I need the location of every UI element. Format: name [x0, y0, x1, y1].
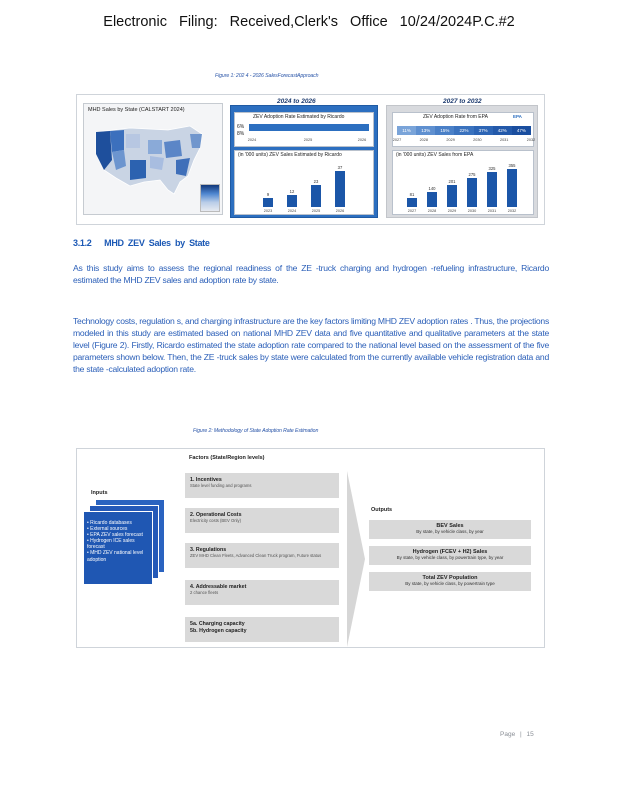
ricardo-adoption-year: 2025 [303, 138, 313, 142]
ricardo-adoption-panel [234, 112, 374, 147]
epa-adoption-year: 2028 [419, 138, 429, 142]
epa-sales-panel [392, 150, 534, 215]
input-item: • External sources [87, 526, 128, 533]
epa-adoption-title: ZEV Adoption Rate from EPA [423, 114, 488, 120]
figure2 [76, 448, 545, 648]
figure2-caption: Figure 2: Methodology of State Adoption Rate Estimation [193, 428, 319, 434]
ricardo-estimate-panel [230, 105, 378, 218]
epa-adoption-value: 47% [512, 126, 531, 135]
output-subtitle: By state, by vehicle class, by powertrain type [405, 581, 495, 586]
epa-sales-bar-label: 275 [468, 171, 476, 177]
period-2027-2032: 2027 to 2032 [443, 98, 482, 105]
figure1-caption: Figure 1: 202 4 - 2026 SalesForecastApproach [215, 73, 319, 79]
inputs-list [87, 520, 153, 563]
factor-subtitle: Electricity costs (BEV Only) [190, 518, 241, 523]
epa-sales-bar [407, 198, 417, 207]
factor-capacity [185, 617, 339, 642]
ricardo-sales-bar-label: 37 [337, 165, 343, 170]
filing-header: Electronic Filing: Received,Clerk's Office 10/24/2024P.C.#2 [103, 14, 515, 30]
factor-title: 3. Regulations [190, 547, 227, 553]
epa-sales-bar-label: 81 [409, 192, 415, 198]
epa-sales-bar-label: 355 [508, 163, 516, 168]
outputs-title: Outputs [371, 507, 393, 513]
output-total-zev-population [369, 572, 531, 591]
epa-adoption-value: 15% [435, 126, 454, 135]
ricardo-adoption-value-low: 6% [237, 124, 245, 130]
factors-title: Factors (State/Region levels) [189, 455, 265, 461]
epa-adoption-year: 2027 [392, 138, 402, 142]
epa-sales-bar-year: 2032 [507, 209, 517, 213]
epa-adoption-value: 22% [454, 126, 473, 135]
epa-adoption-panel [392, 112, 534, 147]
section-title: MHD ZEV Sales by State [104, 238, 210, 248]
map-legend [200, 184, 220, 212]
epa-sales-bar-label: 325 [488, 166, 496, 172]
page-footer: Page | 15 [500, 731, 534, 738]
epa-adoption-year: 2029 [446, 138, 455, 142]
factor-addressable-market [185, 580, 339, 605]
map-title: MHD Sales by State (CALSTART 2024) [88, 107, 185, 113]
factor-title: 1. Incentives [190, 477, 222, 483]
ricardo-sales-bar [311, 185, 321, 207]
flow-arrow-icon [347, 471, 365, 647]
epa-adoption-strip [397, 126, 531, 135]
epa-logo: EPA [513, 114, 522, 119]
epa-sales-bar-year: 2031 [487, 209, 497, 213]
epa-sales-bar-year: 2030 [467, 209, 477, 213]
epa-adoption-year: 2030 [473, 138, 482, 142]
ricardo-sales-bar [263, 198, 273, 207]
paragraph-1: As this study aims to assess the regional readiness of the ZE -truck charging and hydrogen -refueling infrastructure, Ricardo estimated the MHD ZEV sales and adoption rate by state. [73, 263, 549, 285]
epa-adoption-value: 13% [416, 126, 435, 135]
epa-adoption-year: 2031 [499, 138, 509, 142]
epa-adoption-year: 2032 [526, 138, 536, 142]
epa-sales-bar [447, 185, 457, 207]
input-item: • Ricardo databases [87, 520, 132, 526]
epa-sales-bar-label: 201 [448, 179, 456, 185]
factor-title: 5b. Hydrogen capacity [190, 628, 247, 634]
factor-title: 2. Operational Costs [190, 512, 242, 518]
factor-title: 4. Addressable market [190, 584, 247, 590]
ricardo-sales-bar-year: 2023 [263, 209, 273, 213]
output-bev-sales [369, 520, 531, 539]
epa-sales-bar-year: 2028 [427, 209, 437, 213]
input-item: • Hydrogen ICE sales forecast [87, 538, 135, 551]
output-title: Hydrogen (FCEV + H2) Sales [412, 549, 488, 555]
ricardo-adoption-strip [249, 124, 369, 131]
factor-operational-costs [185, 508, 339, 533]
epa-sales-bar [467, 178, 477, 207]
factor-regulations [185, 543, 339, 568]
ricardo-sales-bar-year: 2025 [311, 209, 321, 213]
factor-subtitle: State level funding and programs [190, 483, 252, 488]
output-title: BEV Sales [436, 523, 464, 529]
input-item: • MHD ZEV national level adoption [87, 550, 144, 563]
output-title: Total ZEV Population [422, 575, 478, 581]
period-2024-2026: 2024 to 2026 [277, 98, 316, 105]
factor-subtitle: ZEV MHD Clean Fleets, Advanced Clean Truck program, Future status [190, 553, 322, 558]
ricardo-adoption-year: 2024 [247, 138, 257, 142]
epa-sales-bar-year: 2029 [447, 209, 457, 213]
ricardo-sales-bar-year: 2026 [335, 209, 345, 213]
output-subtitle: By state, by vehicle class, by year [416, 529, 484, 534]
ricardo-sales-bar-label: 9 [266, 192, 270, 198]
factor-subtitle: 2 chance fleets [190, 590, 219, 595]
epa-adoption-value: 37% [474, 126, 493, 135]
section-heading [73, 238, 210, 248]
factor-incentives [185, 473, 339, 498]
epa-sales-title: (in '000 units) ZEV Sales from EPA [396, 152, 474, 158]
output-hydrogen-sales [369, 546, 531, 565]
epa-sales-bar [427, 192, 437, 207]
epa-sales-bar-year: 2027 [407, 209, 417, 213]
paragraph-2: Technology costs, regulation s, and charging infrastructure are the key factors limiting MHD ZEV adoption rates . Thus, the projections modeled in this study are estimated based on national MHD ZEV data and five quantitative and qualitative parameters at the state level (Figure 2). Firstly, Ricardo estimated the state adoption rate compared to the national level based on the assessment of the five parameters shown below. Then, the ZE -truck sales by state were calculated from the currently available vehicle registration data and the state -calculated adoption rate. [73, 316, 549, 374]
ricardo-sales-bar-label: 23 [313, 178, 319, 184]
epa-forecast-panel [386, 105, 538, 218]
epa-sales-bar [507, 169, 517, 207]
output-subtitle: By state, by vehicle class, by powertrain type, by year [396, 555, 504, 560]
figure1 [76, 94, 545, 225]
factor-title: 5a. Charging capacity [190, 621, 245, 627]
ricardo-sales-bar [335, 171, 345, 207]
epa-adoption-value: 11% [397, 126, 416, 135]
ricardo-sales-panel [234, 150, 374, 215]
us-map-panel [83, 103, 223, 215]
ricardo-adoption-title: ZEV Adoption Rate Estimated by Ricardo [253, 114, 345, 120]
ricardo-adoption-year: 2026 [357, 138, 367, 142]
ricardo-sales-bar-year: 2024 [287, 209, 297, 213]
epa-sales-bar-label: 140 [428, 186, 436, 191]
input-item: • EPA ZEV sales forecast [87, 532, 143, 539]
ricardo-sales-bar [287, 195, 297, 207]
us-map-icon [90, 120, 210, 200]
epa-sales-bar [487, 172, 497, 207]
section-number: 3.1.2 [73, 238, 92, 248]
ricardo-sales-bar-label: 12 [289, 189, 295, 195]
epa-adoption-value: 42% [493, 126, 512, 135]
ricardo-sales-title: (in '000 units) ZEV Sales Estimated by Ricardo [238, 152, 342, 158]
ricardo-adoption-value-high: 8% [237, 131, 245, 137]
inputs-title: Inputs [91, 490, 108, 496]
